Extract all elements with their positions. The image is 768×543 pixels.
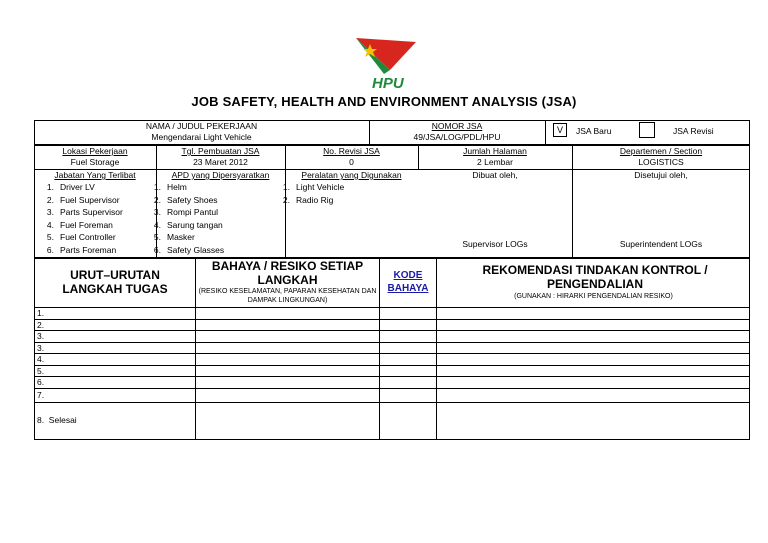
logo-flag-red (356, 38, 416, 70)
jsa-baru-label: JSA Baru (576, 126, 612, 136)
nomor-label: NOMOR JSA (431, 121, 483, 131)
jsa-revisi-checkbox[interactable] (639, 122, 655, 138)
dibuat-label: Dibuat oleh, (472, 170, 518, 180)
jsa-revisi-label: JSA Revisi (673, 126, 714, 136)
table-row: 1. (37, 308, 45, 318)
table-row: 3. (37, 331, 45, 341)
list-item: 5. Fuel Controller (46, 232, 116, 242)
disetujui-role: Superintendent LOGs (619, 239, 703, 249)
col-urutan-header: URUT–URUTAN LANGKAH TUGAS (62, 268, 168, 296)
col-bahaya-subheader: (RESIKO KESELAMATAN, PAPARAN KESEHATAN DAN DAMPAK LINGKUNGAN) (198, 288, 377, 304)
tgl-label: Tgl. Pembuatan JSA (181, 146, 260, 156)
peralatan-list (276, 181, 344, 206)
col-bahaya-header: BAHAYA / RESIKO SETIAP LANGKAH (211, 259, 364, 287)
tgl-value: 23 Maret 2012 (193, 157, 248, 167)
table-row: 6. (37, 377, 45, 387)
list-item: 3. Rompi Pantul (153, 207, 219, 217)
col-rekomendasi-subheader: (GUNAKAN : HIRARKI PENGENDALIAN RESIKO) (514, 293, 673, 300)
kode-bahaya-link[interactable]: KODE BAHAYA (387, 270, 429, 294)
jabatan-list (40, 181, 123, 256)
list-item: 2. Radio Rig (282, 194, 334, 205)
nama-value: Mengendarai Light Vehicle (151, 132, 252, 142)
list-item: 5. Masker (153, 232, 195, 242)
jabatan-label: Jabatan Yang Terlibat (54, 170, 136, 180)
table-row: 4. (37, 354, 45, 364)
table-row: 5. (37, 366, 45, 376)
table-row: 7. (37, 390, 45, 400)
logo-text: HPU (372, 75, 404, 92)
apd-list (147, 181, 224, 256)
jsa-baru-checkbox[interactable]: V (553, 123, 567, 137)
jumlah-value: 2 Lembar (477, 157, 513, 167)
hpu-logo (350, 36, 422, 92)
list-item: 1. Helm (153, 182, 187, 192)
jumlah-label: Jumlah Halaman (463, 146, 527, 156)
table-row: 3. (37, 343, 45, 353)
apd-label: APD yang Dipersyaratkan (171, 170, 270, 180)
list-item: 2. Fuel Supervisor (46, 194, 120, 205)
list-item: 6. Safety Glasses (153, 244, 225, 255)
list-item: 6. Parts Foreman (46, 244, 117, 255)
disetujui-label: Disetujui oleh, (634, 170, 688, 180)
nomor-value: 49/JSA/LOG/PDL/HPU (413, 132, 501, 142)
peralatan-label: Peralatan yang Digunakan (301, 170, 402, 180)
dept-label: Departemen / Section (619, 146, 703, 156)
table-row: 8. Selesai (37, 415, 77, 425)
list-item: 3. Parts Supervisor (46, 207, 123, 217)
lokasi-label: Lokasi Pekerjaan (62, 146, 128, 156)
revisi-value: 0 (349, 157, 354, 167)
nama-label: NAMA / JUDUL PEKERJAAN (145, 121, 258, 131)
list-item: 1. Light Vehicle (282, 182, 345, 192)
revisi-label: No. Revisi JSA (323, 146, 380, 156)
list-item: 1. Driver LV (46, 182, 95, 192)
table-row: 2. (37, 320, 45, 330)
dibuat-role: Supervisor LOGs (462, 239, 528, 249)
lokasi-value: Fuel Storage (70, 157, 120, 167)
col-rekomendasi-header: REKOMENDASI TINDAKAN KONTROL / PENGENDALIAN (482, 263, 708, 291)
list-item: 4. Sarung tangan (153, 219, 223, 230)
list-item: 4. Fuel Foreman (46, 219, 113, 230)
list-item: 2. Safety Shoes (153, 194, 218, 205)
dept-value: LOGISTICS (638, 157, 684, 167)
page-title: JOB SAFETY, HEALTH AND ENVIRONMENT ANALYSIS (JSA) (191, 94, 577, 109)
